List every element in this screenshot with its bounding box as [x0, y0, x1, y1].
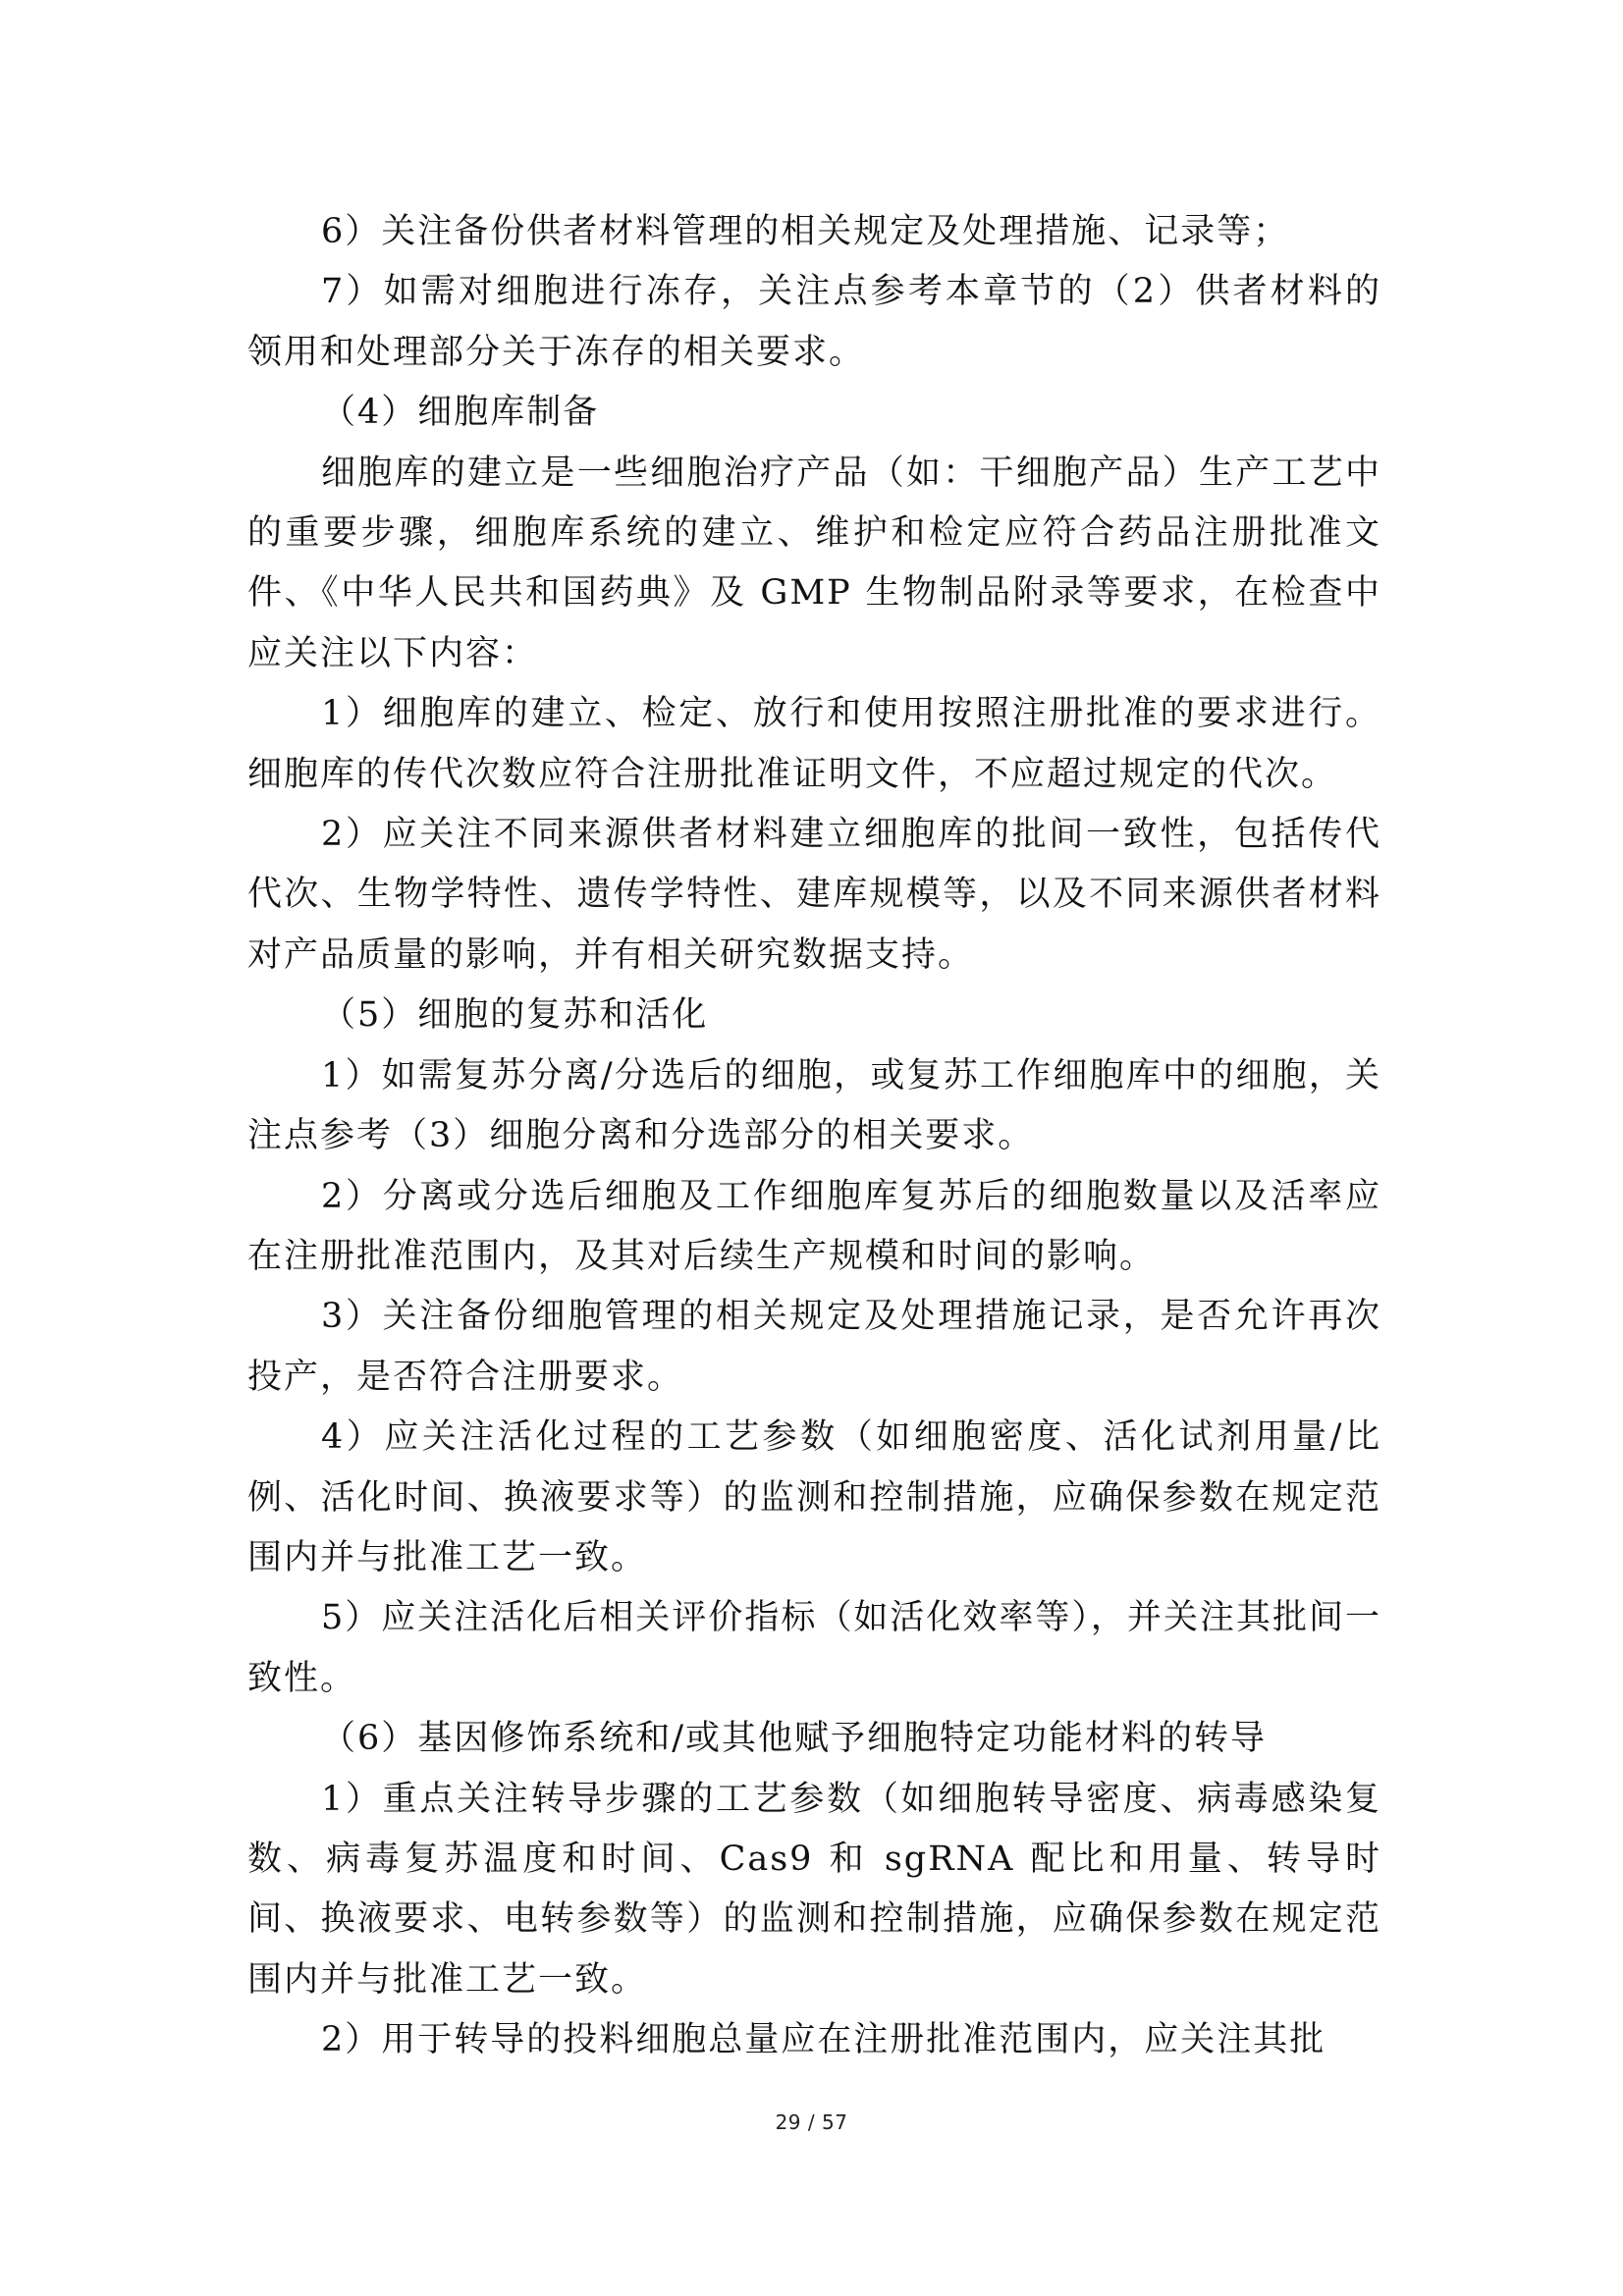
paragraph-transduction-2: 2）用于转导的投料细胞总量应在注册批准范围内，应关注其批 — [321, 2020, 1326, 2060]
page-number: 29 / 57 — [775, 2110, 848, 2134]
paragraph-revival-5: 5）应关注活化后相关评价指标（如活化效率等），并关注其批间一致性。 — [247, 1598, 1381, 1698]
section-heading-cell-bank: （4）细胞库制备 — [321, 393, 600, 433]
section-heading-revival-activation: （5）细胞的复苏和活化 — [321, 995, 709, 1036]
paragraph-cell-bank-2: 2）应关注不同来源供者材料建立细胞库的批间一致性，包括传代代次、生物学特性、遗传学特性、建库规模等，以及不同来源供者材料对产品质量的影响，并有相关研究数据支持。 — [247, 815, 1381, 975]
paragraph-item-7: 7）如需对细胞进行冻存，关注点参考本章节的（2）供者材料的领用和处理部分关于冻存的相关要求。 — [247, 272, 1381, 372]
section-heading-transduction: （6）基因修饰系统和/或其他赋予细胞特定功能材料的转导 — [321, 1719, 1268, 1759]
paragraph-revival-4: 4）应关注活化过程的工艺参数（如细胞密度、活化试剂用量/比例、活化时间、换液要求等）的监测和控制措施，应确保参数在规定范围内并与批准工艺一致。 — [247, 1417, 1381, 1577]
paragraph-transduction-1: 1）重点关注转导步骤的工艺参数（如细胞转导密度、病毒感染复数、病毒复苏温度和时间、Cas9 和 sgRNA 配比和用量、转导时间、换液要求、电转参数等）的监测和控制措施，应确保参数在规定范围内并与批准工艺一致。 — [247, 1779, 1381, 2000]
paragraph-revival-3: 3）关注备份细胞管理的相关规定及处理措施记录，是否允许再次投产，是否符合注册要求。 — [247, 1297, 1381, 1397]
paragraph-cell-bank-1: 1）细胞库的建立、检定、放行和使用按照注册批准的要求进行。细胞库的传代次数应符合注册批准证明文件，不应超过规定的代次。 — [247, 694, 1381, 794]
paragraph-cell-bank-intro: 细胞库的建立是一些细胞治疗产品（如：干细胞产品）生产工艺中的重要步骤，细胞库系统的建立、维护和检定应符合药品注册批准文件、《中华人民共和国药典》及 GMP 生物制品附录等要求，在检查中应关注以下内容： — [247, 453, 1381, 673]
paragraph-item-6: 6）关注备份供者材料管理的相关规定及处理措施、记录等； — [321, 212, 1290, 251]
page-content — [247, 202, 1381, 2071]
paragraph-revival-1: 1）如需复苏分离/分选后的细胞，或复苏工作细胞库中的细胞，关注点参考（3）细胞分离和分选部分的相关要求。 — [247, 1055, 1381, 1156]
paragraph-revival-2: 2）分离或分选后细胞及工作细胞库复苏后的细胞数量以及活率应在注册批准范围内，及其对后续生产规模和时间的影响。 — [247, 1176, 1381, 1276]
